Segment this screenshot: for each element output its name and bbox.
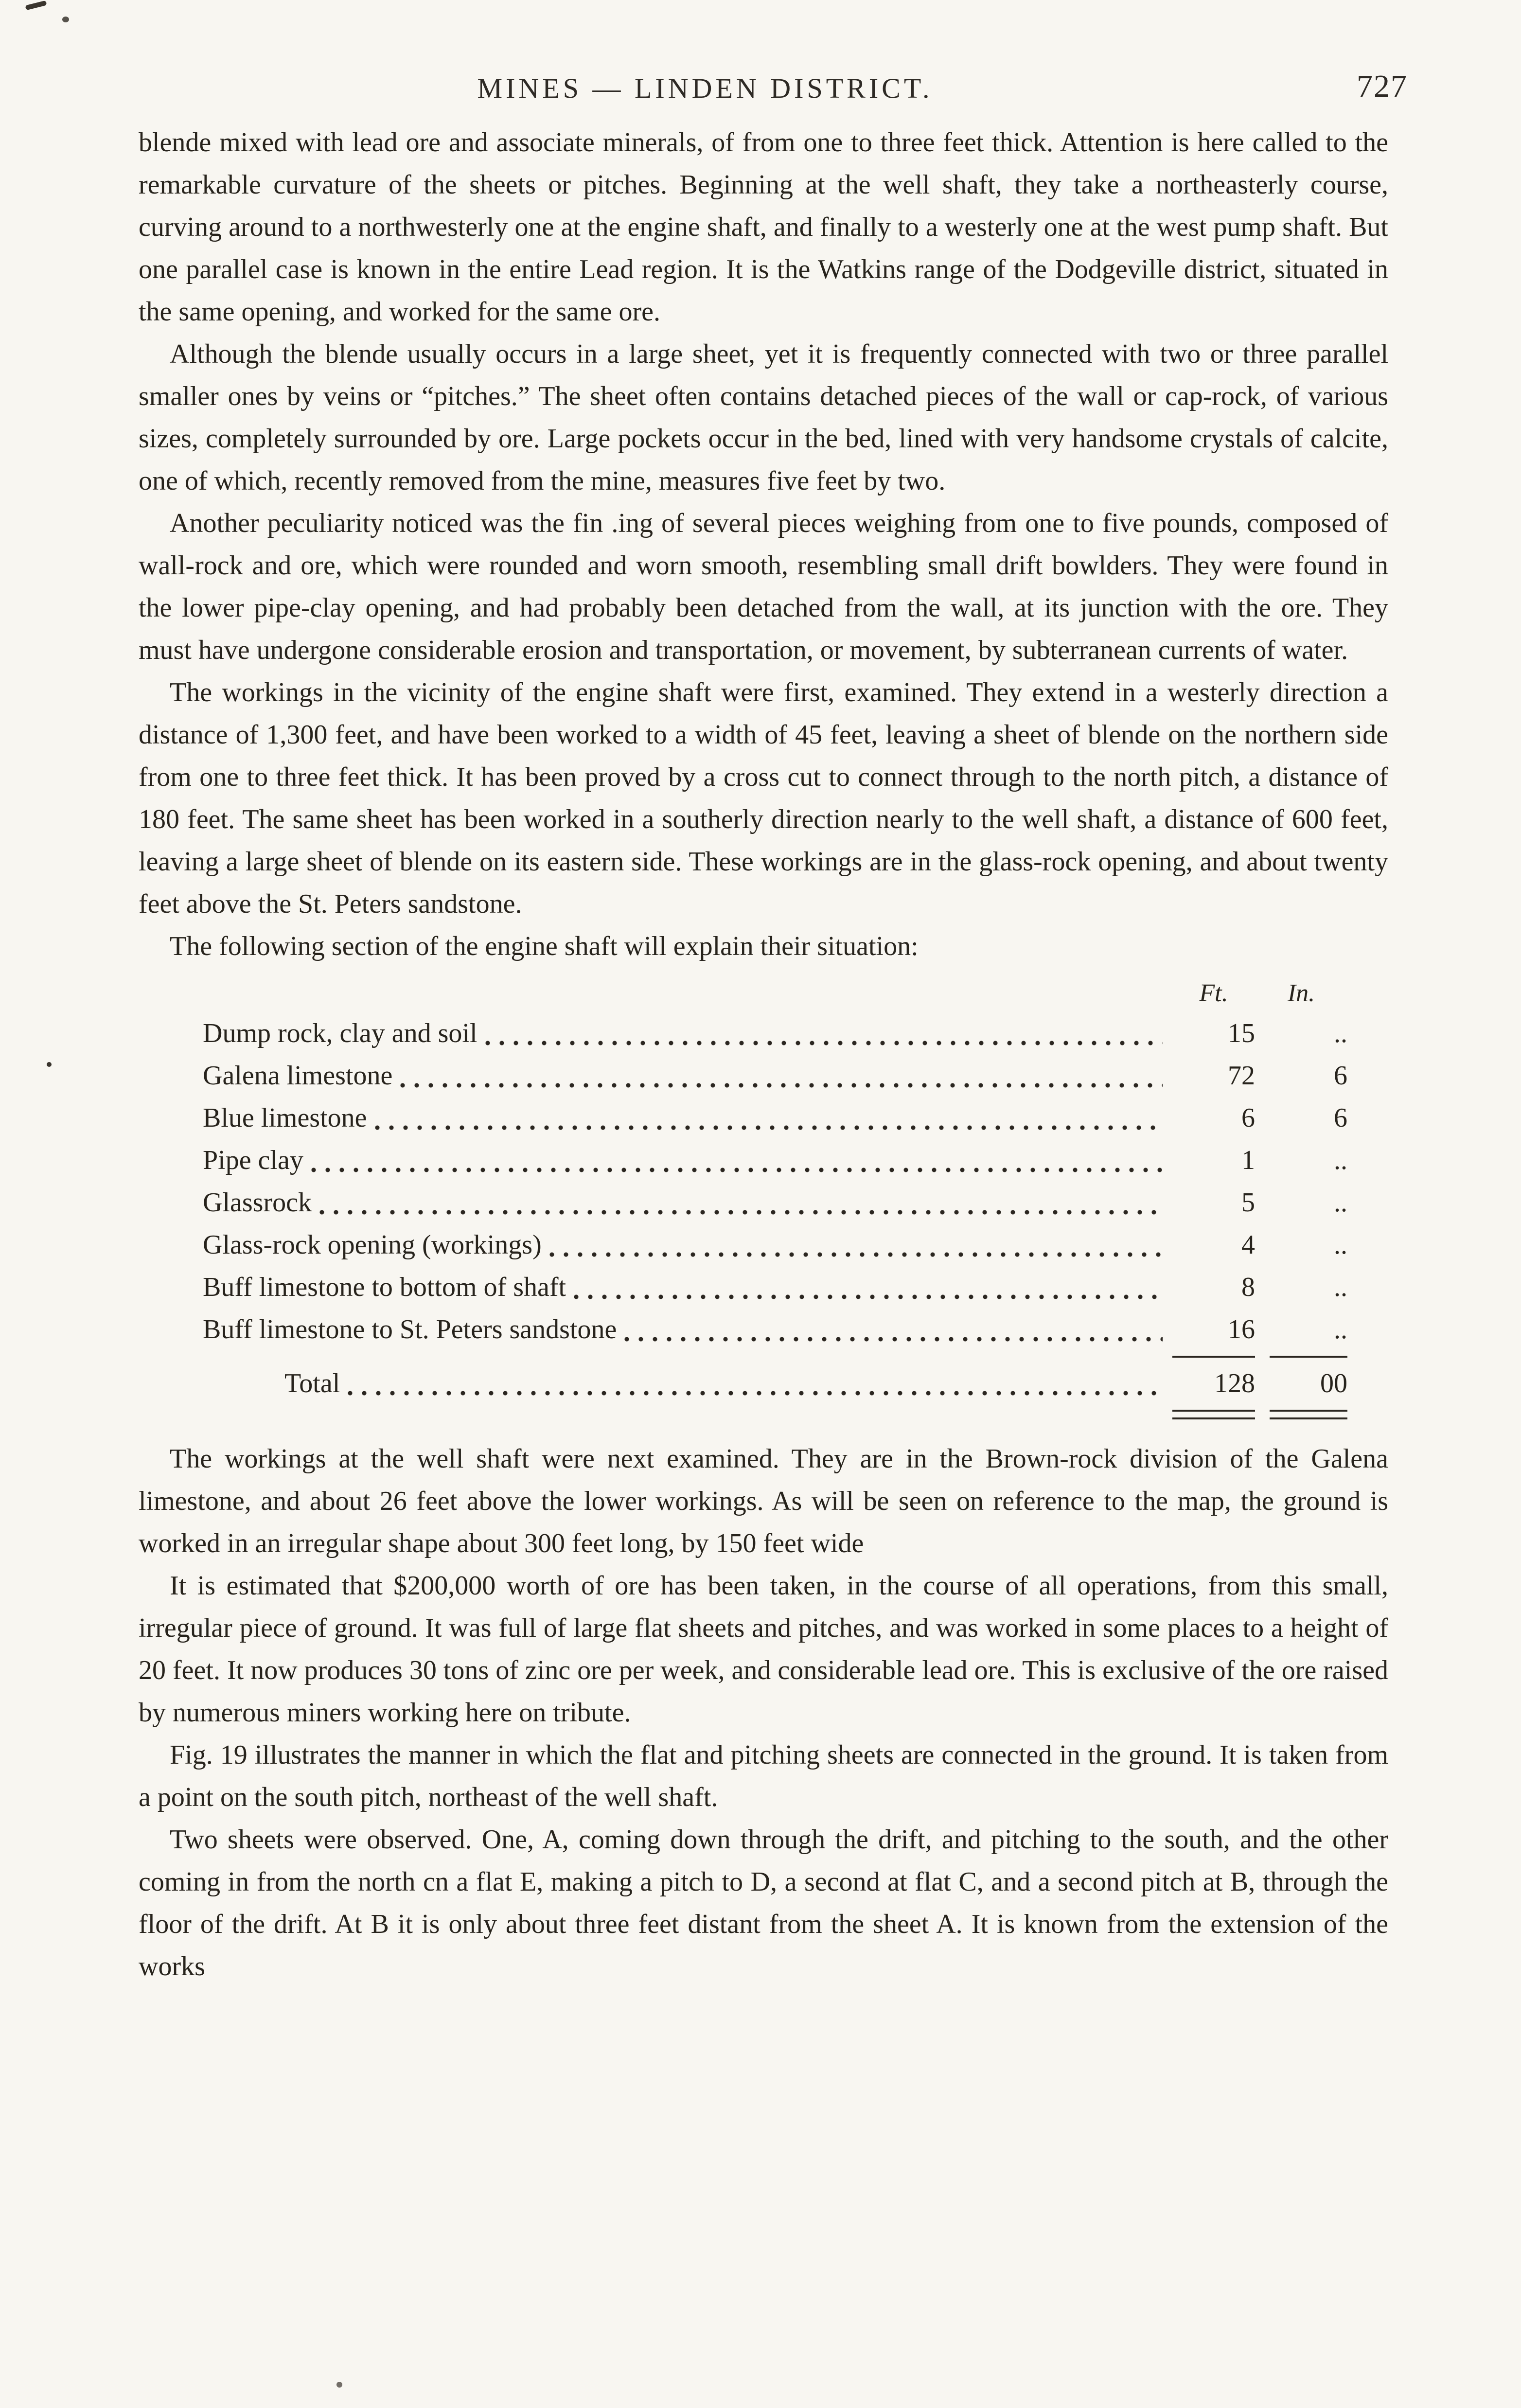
- in-value: 6: [1334, 1061, 1347, 1091]
- scan-artifact: [62, 17, 69, 22]
- rule-ft-column: [1172, 1356, 1255, 1358]
- dot-leader: [399, 1082, 1163, 1089]
- total-in-value: 00: [1320, 1368, 1347, 1399]
- table-rule: [139, 1351, 1388, 1363]
- table-row: [139, 1309, 1388, 1351]
- table-row: [139, 1266, 1388, 1309]
- paragraph-peculiarity: Another peculiarity noticed was the fin .ing of several pieces weighing from one to five pounds, composed of wall-rock and ore, which were rounded and worn smooth, resembling small drift bowlders. They were found in the lower pipe-clay opening, and had probably been detached from the wall, at its junction with the ore. They must have undergone considerable erosion and transportation, or movement, by subterranean currents of water.: [139, 508, 1388, 665]
- ft-value: 8: [1241, 1272, 1255, 1302]
- in-value: ..: [1334, 1314, 1347, 1345]
- table-header-row: [139, 974, 1388, 1012]
- row-label: Pipe clay: [203, 1145, 303, 1175]
- row-label: Glass-rock opening (workings): [203, 1230, 542, 1260]
- ft-value: 72: [1228, 1061, 1255, 1091]
- table-total-row: [139, 1363, 1388, 1405]
- page-number: 727: [1357, 69, 1408, 104]
- row-label: Buff limestone to bottom of shaft: [203, 1272, 566, 1302]
- table-row: [139, 1224, 1388, 1266]
- ft-value: 1: [1241, 1145, 1255, 1175]
- row-label: Galena limestone: [203, 1061, 393, 1091]
- table-row: [139, 1139, 1388, 1182]
- paragraph-blende-sheet: Although the blende usually occurs in a large sheet, yet it is frequently connected with two or three parallel smaller ones by veins or “pitches.” The sheet often contains detached pieces of the wall or cap-rock, of various sizes, completely surrounded by ore. Large pockets occur in the bed, lined with very handsome crystals of calcite, one of which, recently removed from the mine, measures five feet by two.: [139, 339, 1388, 496]
- paragraph-well-shaft-workings: The workings at the well shaft were next examined. They are in the Brown-rock division of the Galena limestone, and about 26 feet above the lower workings. As will be seen on reference to the map, the ground is worked in an irregular shape about 300 feet long, by 150 feet wide: [139, 1444, 1388, 1558]
- column-header-ft: Ft.: [1199, 979, 1228, 1007]
- scan-artifact: [336, 2382, 342, 2388]
- in-value: ..: [1334, 1187, 1347, 1218]
- row-label: Buff limestone to St. Peters sandstone: [203, 1314, 617, 1345]
- running-head: [139, 69, 1408, 121]
- dot-leader: [374, 1124, 1163, 1131]
- paragraph-table-intro: The following section of the engine shaft will explain their situation:: [170, 931, 919, 961]
- scan-artifact: [47, 1062, 52, 1067]
- ft-value: 4: [1241, 1230, 1255, 1260]
- paragraph-two-sheets: Two sheets were observed. One, A, coming down through the drift, and pitching to the south, and the other coming in from the north cn a flat E, making a pitch to D, a second at flat C, and a second pitch at B, through the floor of the drift. At B it is only about three feet distant from the sheet A. It is known from the extension of the works: [139, 1824, 1388, 1982]
- ft-value: 16: [1228, 1314, 1255, 1345]
- in-value: ..: [1334, 1230, 1347, 1260]
- table-row: [139, 1097, 1388, 1139]
- paragraph-ore-estimate: It is estimated that $200,000 worth of ore has been taken, in the course of all operations, from this small, irregular piece of ground. It was full of large flat sheets and pitches, and was worked in some places to a height of 20 feet. It now produces 30 tons of zinc ore per week, and considerable lead ore. This is exclusive of the ore raised by numerous miners working here on tribute.: [139, 1571, 1388, 1728]
- table-double-rule: [139, 1409, 1388, 1420]
- table-row: [139, 1055, 1388, 1097]
- ft-value: 5: [1241, 1187, 1255, 1218]
- scan-artifact: [25, 0, 47, 10]
- paragraph-engine-shaft-workings: The workings in the vicinity of the engine shaft were first, examined. They extend in a westerly direction a distance of 1,300 feet, and have been worked to a width of 45 feet, leaving a sheet of blende on the northern side from one to three feet thick. It has been proved by a cross cut to connect through to the north pitch, a distance of 180 feet. The same sheet has been worked in a southerly direction nearly to the well shaft, a distance of 600 feet, leaving a large sheet of blende on its eastern side. These workings are in the glass-rock opening, and about twenty feet above the St. Peters sandstone.: [139, 677, 1388, 919]
- rule-in-column: [1270, 1356, 1347, 1358]
- dot-leader: [318, 1209, 1163, 1216]
- row-label: Blue limestone: [203, 1103, 367, 1133]
- total-label: Total: [284, 1368, 340, 1399]
- in-value: ..: [1334, 1018, 1347, 1048]
- in-value: ..: [1334, 1272, 1347, 1302]
- column-header-in: In.: [1287, 979, 1315, 1007]
- dot-leader: [623, 1336, 1163, 1343]
- total-ft-value: 128: [1214, 1368, 1255, 1399]
- double-rule-ft-column: [1172, 1410, 1255, 1419]
- double-rule-in-column: [1270, 1410, 1347, 1419]
- dot-leader: [347, 1390, 1163, 1397]
- row-label: Dump rock, clay and soil: [203, 1018, 478, 1048]
- paragraph-blende-curvature: blende mixed with lead ore and associate minerals, of from one to three feet thick. Attention is here called to the remarkable curvature of the sheets or pitches. Beginning at the well shaft, they take a northeasterly course, curving around to a northwesterly one at the engine shaft, and finally to a westerly one at the west pump shaft. But one parallel case is known in the entire Lead region. It is the Watkins range of the Dodgeville district, situated in the same opening, and worked for the same ore.: [139, 127, 1388, 327]
- dot-leader: [573, 1293, 1163, 1300]
- table-row: [139, 1182, 1388, 1224]
- dot-leader: [548, 1251, 1163, 1258]
- table-row: [139, 1012, 1388, 1055]
- engine-shaft-section-table: [139, 974, 1388, 1420]
- in-value: 6: [1334, 1103, 1347, 1133]
- page-body: [139, 122, 1388, 1988]
- row-label: Glassrock: [203, 1187, 312, 1218]
- dot-leader: [484, 1040, 1163, 1046]
- ft-value: 15: [1228, 1018, 1255, 1048]
- paragraph-fig19: Fig. 19 illustrates the manner in which the flat and pitching sheets are connected in the ground. It is taken from a point on the south pitch, northeast of the well shaft.: [139, 1740, 1388, 1812]
- ft-value: 6: [1241, 1103, 1255, 1133]
- in-value: ..: [1334, 1145, 1347, 1175]
- page-title: MINES — LINDEN DISTRICT.: [477, 72, 933, 104]
- dot-leader: [310, 1167, 1163, 1173]
